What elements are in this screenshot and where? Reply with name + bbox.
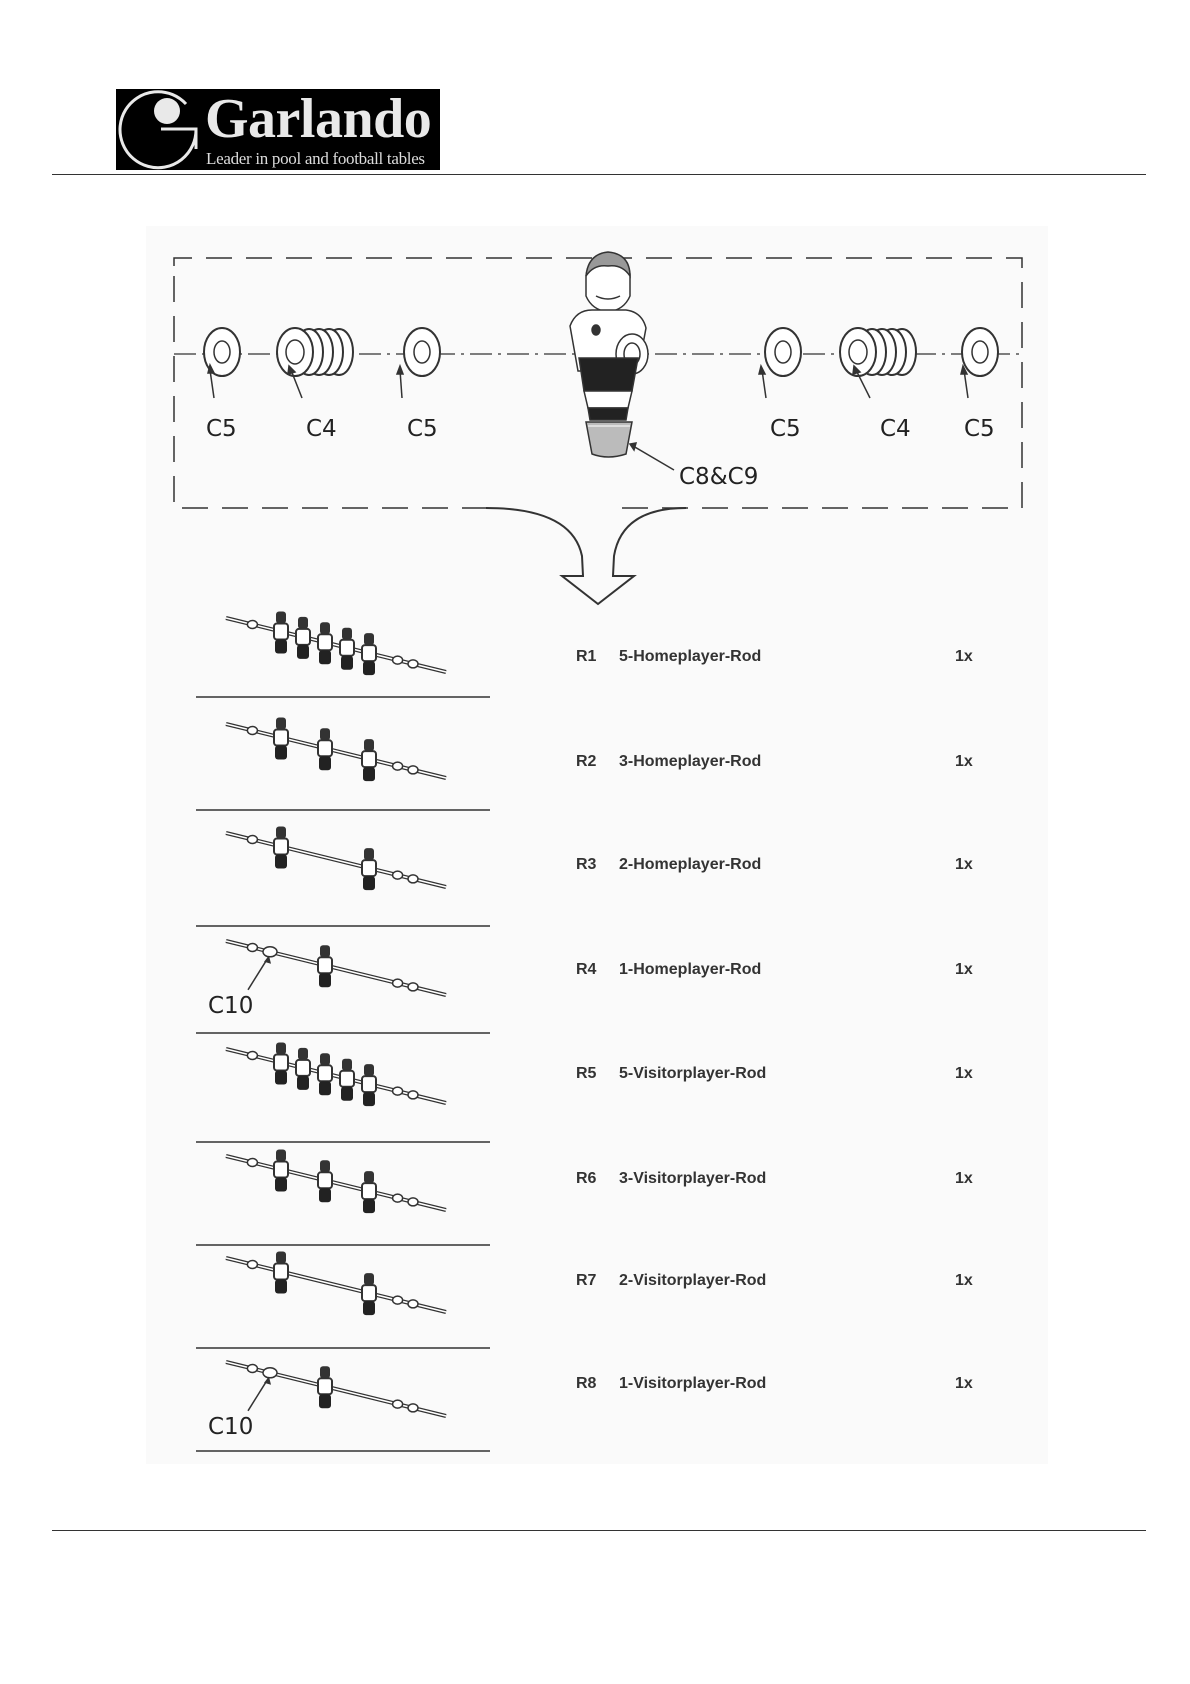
washer-c5-right bbox=[962, 328, 998, 376]
rod-player-icon bbox=[340, 628, 354, 670]
label-c4-right: C4 bbox=[880, 416, 911, 442]
rod-name: 1-Visitorplayer-Rod bbox=[619, 1375, 767, 1392]
washer-c5-mid-left bbox=[404, 328, 440, 376]
rod-player-icon bbox=[318, 622, 332, 664]
rod-player-icon bbox=[296, 617, 310, 659]
spring-c4-right bbox=[840, 328, 916, 376]
rod-code: R3 bbox=[576, 856, 597, 873]
label-c5-left: C5 bbox=[206, 416, 237, 442]
rod-code: R8 bbox=[576, 1375, 597, 1392]
header-divider bbox=[52, 174, 1146, 175]
rod-name: 1-Homeplayer-Rod bbox=[619, 961, 762, 978]
footer-divider bbox=[52, 1530, 1146, 1531]
rod-illustration bbox=[226, 1362, 446, 1416]
rod-name: 3-Visitorplayer-Rod bbox=[619, 1170, 767, 1187]
rod-illustration bbox=[226, 1043, 446, 1107]
rod-quantity: 1x bbox=[955, 961, 973, 978]
rod-name: 5-Homeplayer-Rod bbox=[619, 648, 762, 665]
rod-player-icon bbox=[274, 612, 288, 654]
rod-code: R5 bbox=[576, 1065, 597, 1082]
rod-player-icon bbox=[274, 1043, 288, 1085]
rod-illustration bbox=[226, 1150, 446, 1214]
rod-player-icon bbox=[362, 1064, 376, 1106]
rod-player-icon bbox=[274, 1252, 288, 1294]
rod-quantity: 1x bbox=[955, 1272, 973, 1289]
rod-name: 3-Homeplayer-Rod bbox=[619, 753, 762, 770]
player-figure-icon bbox=[570, 252, 648, 457]
brand-logo bbox=[116, 89, 440, 170]
brand-tagline: Leader in pool and football tables bbox=[206, 149, 425, 168]
rod-player-icon bbox=[362, 848, 376, 890]
parts-figure bbox=[146, 226, 1048, 1464]
rod-illustration bbox=[226, 612, 446, 676]
rod-name: 2-Visitorplayer-Rod bbox=[619, 1272, 767, 1289]
rod-player-icon bbox=[274, 718, 288, 760]
rod-quantity: 1x bbox=[955, 648, 973, 665]
rod-player-icon bbox=[296, 1048, 310, 1090]
rod-player-icon bbox=[318, 945, 332, 987]
rod-name: 2-Homeplayer-Rod bbox=[619, 856, 762, 873]
rod-player-icon bbox=[318, 1053, 332, 1095]
rod-name: 5-Visitorplayer-Rod bbox=[619, 1065, 767, 1082]
callout-leader bbox=[248, 1379, 268, 1411]
rod-player-icon bbox=[362, 1171, 376, 1213]
label-c4-left: C4 bbox=[306, 416, 337, 442]
rod-quantity: 1x bbox=[955, 856, 973, 873]
rod-illustration bbox=[226, 718, 446, 782]
brand-name: Garlando bbox=[205, 89, 432, 150]
label-c10-r4: C10 bbox=[208, 993, 254, 1019]
rod-player-icon bbox=[318, 1160, 332, 1202]
callout-leader bbox=[248, 958, 268, 990]
rod-player-icon bbox=[362, 739, 376, 781]
rod-illustration bbox=[226, 941, 446, 995]
label-c5-right: C5 bbox=[964, 416, 995, 442]
label-c5-mid-left: C5 bbox=[407, 416, 438, 442]
rod-player-icon bbox=[274, 827, 288, 869]
rod-code: R7 bbox=[576, 1272, 597, 1289]
rod-player-icon bbox=[362, 1273, 376, 1315]
rod-quantity: 1x bbox=[955, 1375, 973, 1392]
rod-quantity: 1x bbox=[955, 1065, 973, 1082]
rod-code: R2 bbox=[576, 753, 597, 770]
rod-illustration bbox=[226, 827, 446, 891]
parts-diagram bbox=[146, 226, 1048, 1464]
rod-player-icon bbox=[318, 1366, 332, 1408]
rod-code: R1 bbox=[576, 648, 597, 665]
label-c10-r8: C10 bbox=[208, 1414, 254, 1440]
rod-quantity: 1x bbox=[955, 753, 973, 770]
rod-player-icon bbox=[362, 633, 376, 675]
rod-player-icon bbox=[340, 1059, 354, 1101]
rod-quantity: 1x bbox=[955, 1170, 973, 1187]
rod-code: R6 bbox=[576, 1170, 597, 1187]
rod-code: R4 bbox=[576, 961, 597, 978]
rod-drawings bbox=[226, 612, 446, 1417]
rod-player-icon bbox=[318, 728, 332, 770]
label-c5-mid-right: C5 bbox=[770, 416, 801, 442]
rod-player-icon bbox=[274, 1150, 288, 1192]
label-c8-c9: C8&C9 bbox=[679, 464, 759, 490]
rod-illustration bbox=[226, 1252, 446, 1316]
washer-c5-mid-right bbox=[765, 328, 801, 376]
